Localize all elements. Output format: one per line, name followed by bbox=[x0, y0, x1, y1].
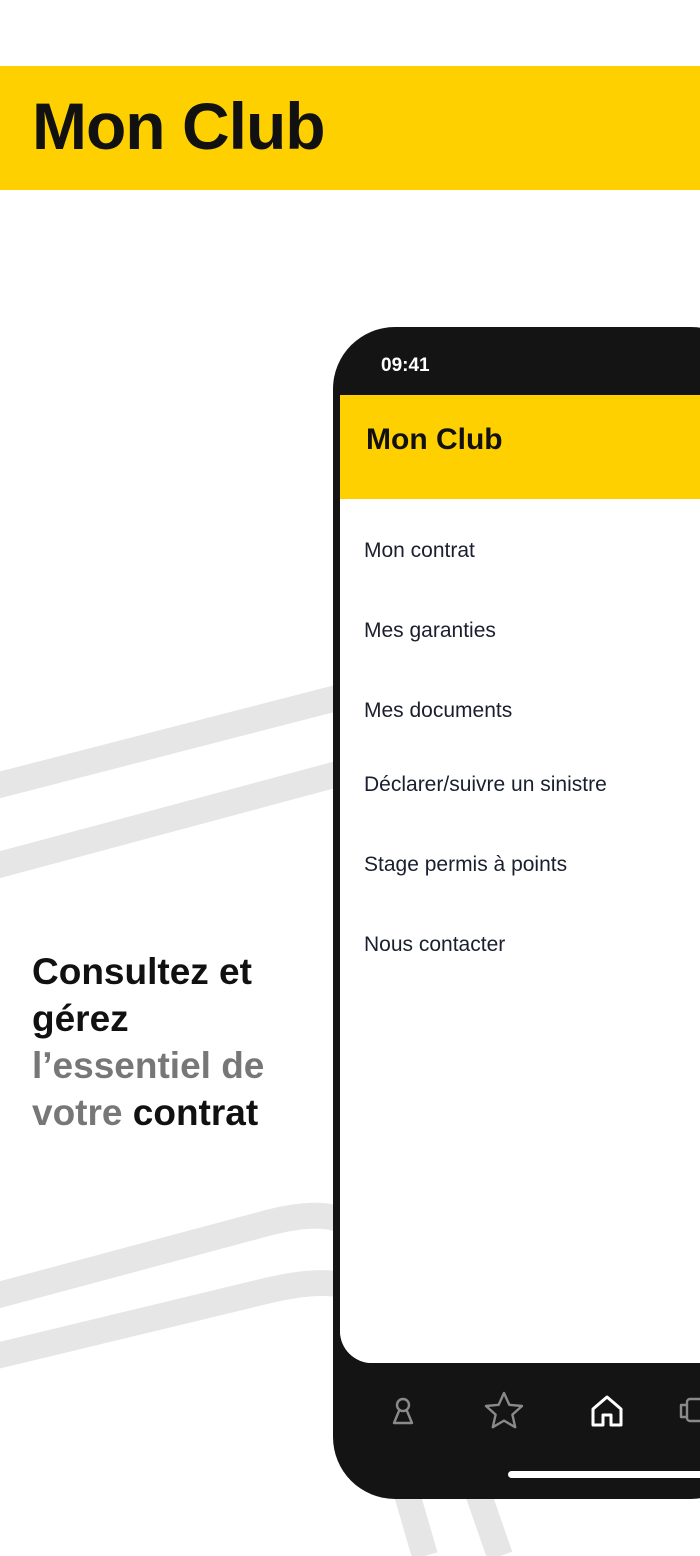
tab-bar bbox=[333, 1363, 700, 1499]
menu-item-mon-contrat[interactable]: Mon contrat bbox=[364, 539, 475, 562]
menu-item-nous-contacter[interactable]: Nous contacter bbox=[364, 933, 506, 956]
banner-title: Mon Club bbox=[32, 89, 325, 163]
menu-item-stage-permis[interactable]: Stage permis à points bbox=[364, 853, 568, 876]
tagline-line-4 bbox=[32, 1089, 322, 1136]
star-icon[interactable] bbox=[482, 1389, 526, 1433]
location-pin-icon[interactable] bbox=[385, 1393, 421, 1429]
promo-tagline bbox=[32, 948, 322, 1136]
home-indicator bbox=[508, 1471, 700, 1478]
tagline-line-3: l’essentiel de bbox=[32, 1045, 265, 1086]
menu-item-mes-documents[interactable]: Mes documents bbox=[364, 699, 513, 722]
tagline-word-votre: votre bbox=[32, 1092, 123, 1133]
menu-item-mes-garanties[interactable]: Mes garanties bbox=[364, 619, 496, 642]
phone-screen bbox=[340, 395, 700, 1363]
status-bar-time: 09:41 bbox=[381, 355, 430, 376]
tagline-word-contrat: contrat bbox=[132, 1092, 259, 1133]
app-title: Mon Club bbox=[366, 423, 503, 456]
title-banner bbox=[0, 66, 700, 190]
app-header bbox=[340, 395, 700, 499]
tagline-line-1: Consultez et bbox=[32, 951, 252, 992]
menu-list bbox=[340, 499, 700, 1363]
home-icon[interactable] bbox=[587, 1391, 627, 1431]
menu-item-declarer-sinistre[interactable]: Déclarer/suivre un sinistre bbox=[364, 773, 607, 796]
tagline-line-2: gérez bbox=[32, 998, 129, 1039]
phone-mockup bbox=[333, 327, 700, 1499]
more-icon[interactable] bbox=[679, 1393, 700, 1429]
